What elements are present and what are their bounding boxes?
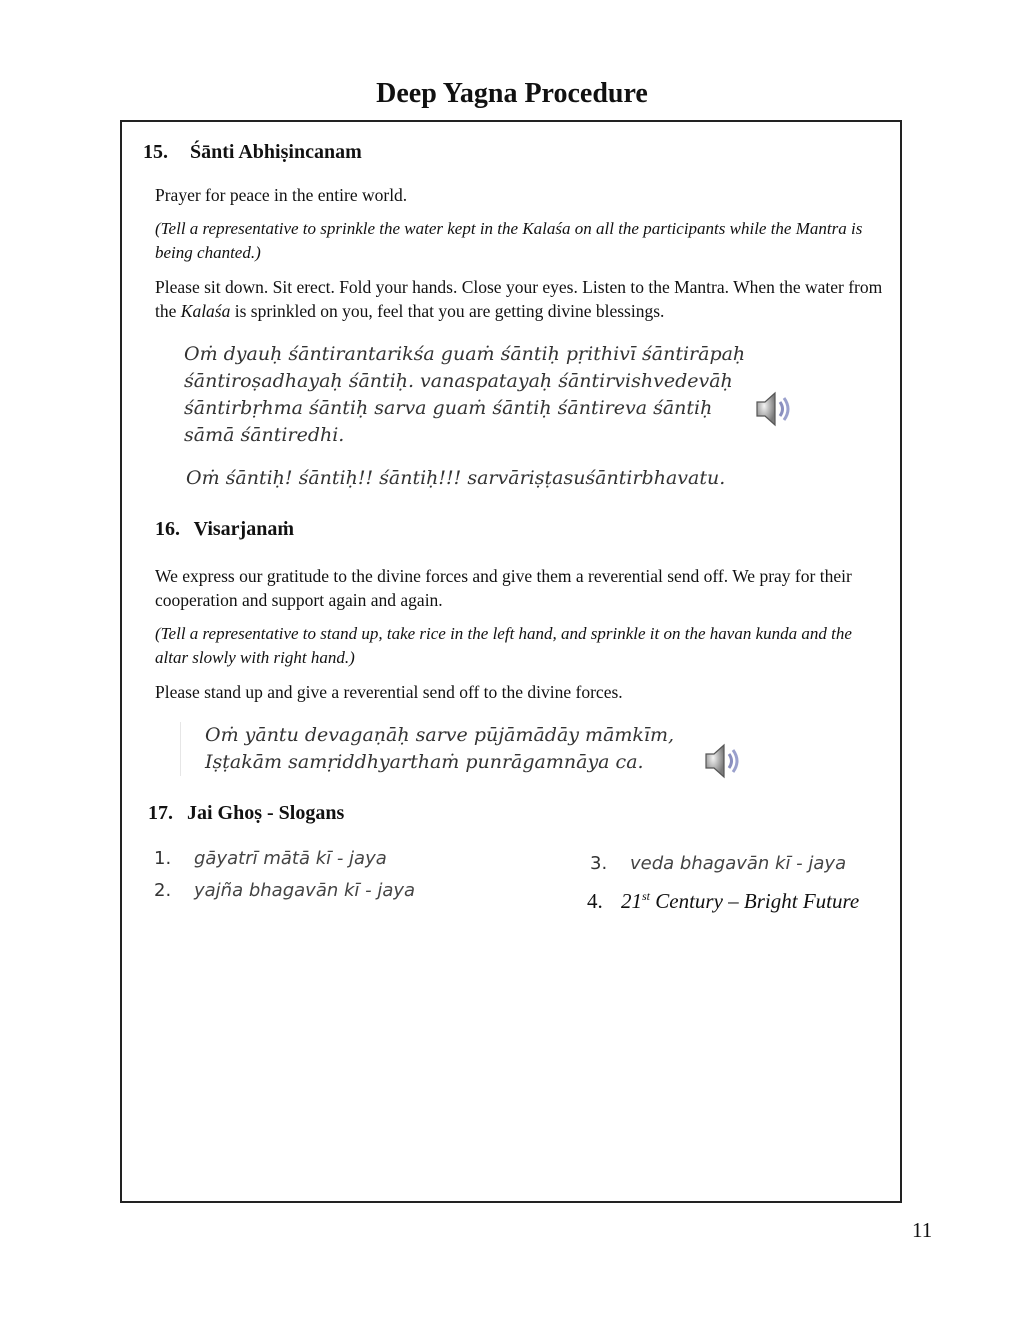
slogan-text: yajña bhagavān kī - jaya: [194, 880, 416, 901]
section-15-instruction: (Tell a representative to sprinkle the water kept in the Kalaśa on all the participants while the Mantra is being chanted.): [155, 219, 863, 262]
mantra-line: Oṁ yāntu devagaṇāḥ sarve pūjāmādāy māmkīm,: [205, 724, 675, 746]
slogan-number: 4.: [587, 889, 603, 913]
section-16-number: 16.: [155, 518, 180, 540]
section-15-number: 15.: [143, 141, 168, 163]
section-15-closing-mantra: Oṁ śāntiḥ! śāntiḥ!! śāntiḥ!!! sarvāriṣṭasuśāntirbhavatu.: [186, 467, 726, 489]
slogan-text-suffix: Century – Bright Future: [650, 889, 860, 913]
mantra-line: śāntirbṛhma śāntiḥ sarva guaṁ śāntiḥ śāntireva śāntiḥ: [184, 397, 713, 419]
section-16-heading: [155, 518, 294, 541]
section-16-intro: We express our gratitude to the divine forces and give them a reverential send off. We pray for their cooperation and support again and again.: [155, 566, 852, 610]
slogan-number: 2.: [154, 880, 172, 901]
mantra-line: Iṣṭakām samṛiddhyarthaṁ punrāgamnāya ca.: [205, 751, 644, 773]
slogan-item: [154, 848, 387, 869]
section-16-instruction: (Tell a representative to stand up, take rice in the left hand, and sprinkle it on the havan kunda and the altar slowly with right hand.): [155, 624, 852, 667]
section-17-title: Jai Ghoṣ - Slogans: [187, 802, 345, 824]
section-17-number: 17.: [148, 802, 173, 824]
slogan-text-prefix: 21: [621, 889, 642, 913]
section-16-title: Visarjanaṁ: [193, 518, 295, 540]
slogan-item: [590, 853, 846, 874]
page-number: 11: [912, 1218, 933, 1242]
section-15-paragraph-end: is sprinkled on you, feel that you are getting divine blessings.: [230, 301, 665, 321]
mantra-line: sāmā śāntiredhi.: [184, 424, 345, 446]
speaker-icon[interactable]: [751, 388, 797, 435]
section-17-heading: [148, 802, 344, 825]
section-15-intro: Prayer for peace in the entire world.: [155, 185, 408, 205]
mantra-line: Oṁ dyauḥ śāntirantarikśa guaṁ śāntiḥ pṛithivī śāntirāpaḥ: [184, 343, 746, 365]
mantra-line: śāntiroṣadhayaḥ śāntiḥ. vanaspatayaḥ śāntirvishvedevāḥ: [184, 370, 733, 392]
slogan-number: 1.: [154, 848, 172, 869]
section-15-paragraph: [155, 275, 895, 323]
speaker-icon[interactable]: [700, 740, 746, 787]
page-title: Deep Yagna Procedure: [376, 78, 648, 109]
section-16-paragraph: Please stand up and give a reverential send off to the divine forces.: [155, 682, 623, 702]
section-15-title: Śānti Abhiṣincanam: [190, 141, 362, 163]
slogan-text: gāyatrī mātā kī - jaya: [194, 848, 387, 869]
kalasa-term: Kalaśa: [180, 301, 231, 321]
slogan-text-superscript: st: [642, 889, 651, 903]
section-15-mantra: [184, 341, 745, 449]
slogan-item: [587, 889, 859, 914]
section-16-mantra: [180, 722, 674, 776]
slogan-item: [154, 880, 415, 901]
section-15-paragraph-start: Please sit down. Sit erect. Fold your hands. Close your eyes. Listen to the Mantra. When the water from the: [155, 277, 883, 321]
slogan-text: veda bhagavān kī - jaya: [630, 853, 847, 874]
slogan-number: 3.: [590, 853, 608, 874]
section-15-heading: [143, 141, 362, 164]
